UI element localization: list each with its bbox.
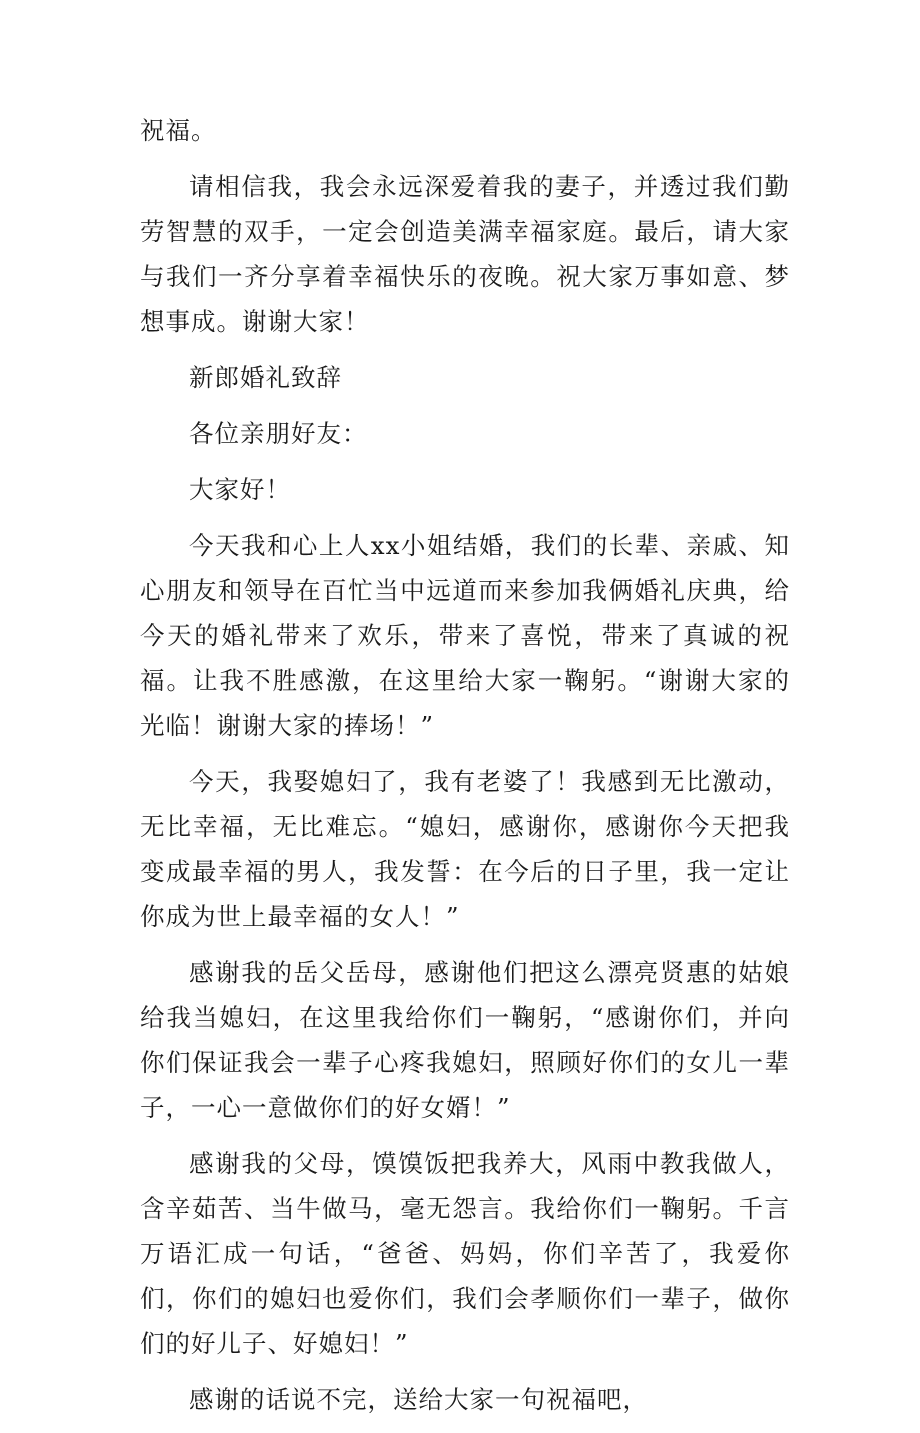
paragraph-thanks-guests: 今天我和心上人xx小姐结婚，我们的长辈、亲戚、知心朋友和领导在百忙当中远道而来参加我俩婚礼庆典，给今天的婚礼带来了欢乐，带来了喜悦，带来了真诚的祝福。让我不胜感激，在这里给大家一鞠躬。“谢谢大家的光临！谢谢大家的捧场！” [140, 531, 790, 740]
document-body [140, 108, 790, 1433]
paragraph-to-parents: 感谢我的父母，馍馍饭把我养大，风雨中教我做人，含辛茹苦、当牛做马，毫无怨言。我给你们一鞠躬。千言万语汇成一句话，“爸爸、妈妈，你们辛苦了，我爱你们，你们的媳妇也爱你们，我们会孝顺你们一辈子，做你们的好儿子、好媳妇！” [140, 1149, 790, 1358]
paragraph-final-blessing: 感谢的话说不完，送给大家一句祝福吧， [189, 1385, 648, 1414]
paragraph-to-in-laws: 感谢我的岳父岳母，感谢他们把这么漂亮贤惠的姑娘给我当媳妇，在这里我给你们一鞠躬，“感谢你们，并向你们保证我会一辈子心疼我媳妇，照顾好你们的女儿一辈子，一心一意做你们的好女婿！” [140, 958, 790, 1122]
paragraph-closing-promise: 请相信我，我会永远深爱着我的妻子，并透过我们勤劳智慧的双手，一定会创造美满幸福家庭。最后，请大家与我们一齐分享着幸福快乐的夜晚。祝大家万事如意、梦想事成。谢谢大家！ [140, 172, 790, 336]
paragraph-to-wife: 今天，我娶媳妇了，我有老婆了！我感到无比激动，无比幸福，无比难忘。“媳妇，感谢你，感谢你今天把我变成最幸福的男人，我发誓：在今后的日子里，我一定让你成为世上最幸福的女人！” [140, 767, 790, 931]
paragraph-continuation: 祝福。 [140, 116, 217, 145]
greeting: 大家好！ [189, 475, 291, 504]
section-title: 新郎婚礼致辞 [189, 363, 342, 392]
salutation: 各位亲朋好友： [189, 419, 368, 448]
